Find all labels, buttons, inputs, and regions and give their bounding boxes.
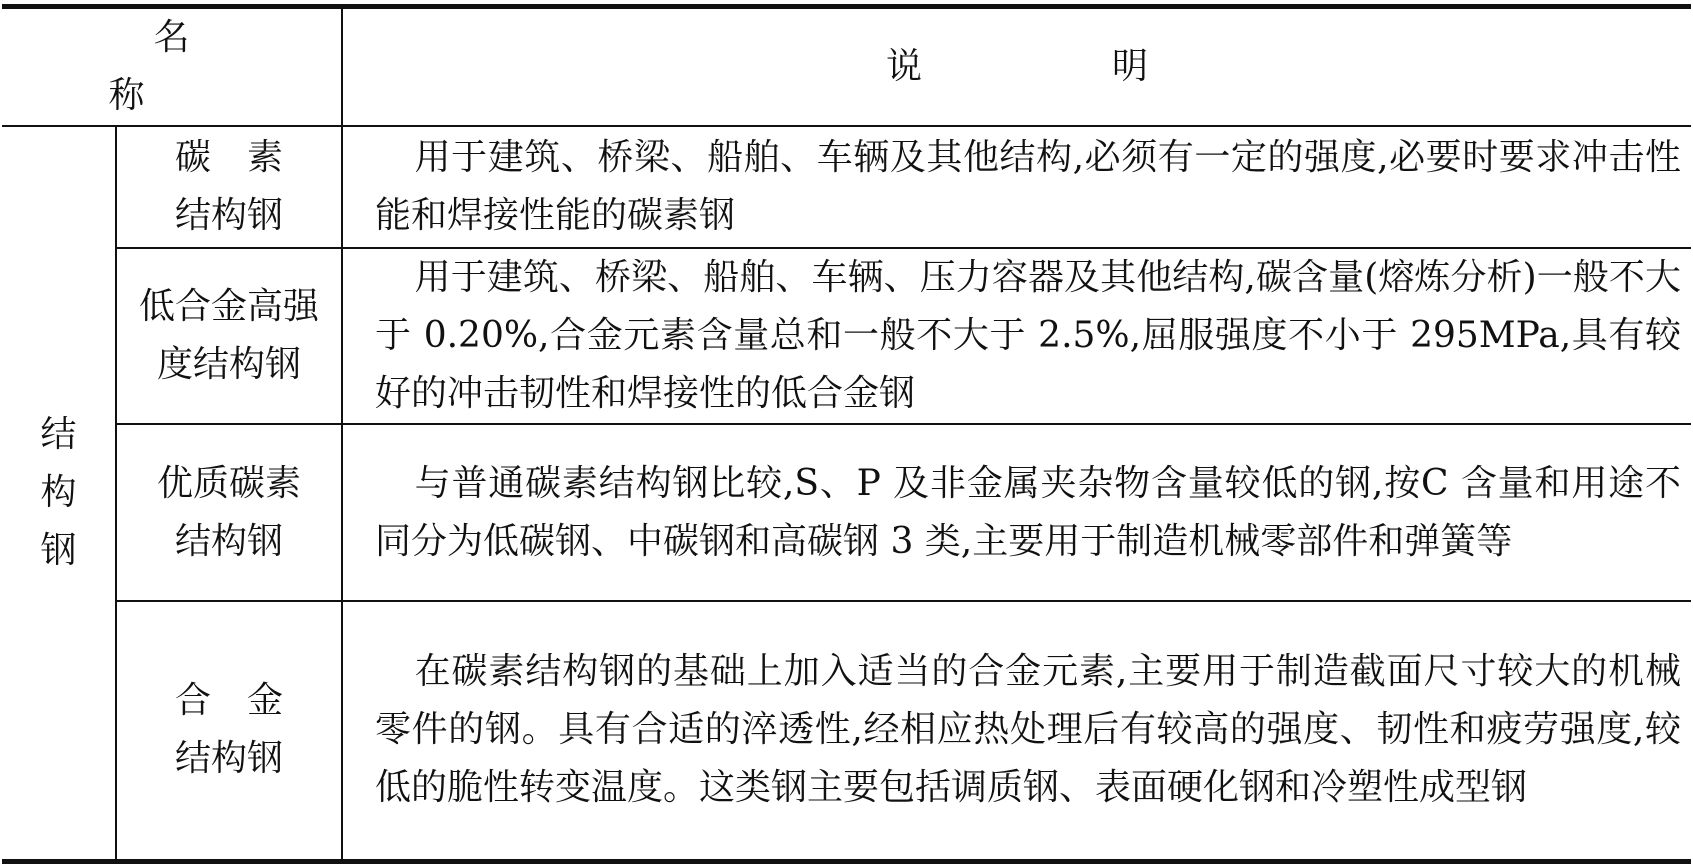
name-line: 碳 素 (175, 137, 284, 178)
name-line: 低合金高强 (139, 286, 320, 327)
description-cell (342, 248, 1691, 424)
table-row (2, 126, 1691, 248)
description-cell (342, 601, 1691, 861)
table-row (2, 248, 1691, 424)
name-cell (116, 248, 342, 424)
group-cell (2, 126, 116, 861)
steel-classification-table (2, 4, 1691, 864)
name-cell (116, 424, 342, 601)
name-cell (116, 601, 342, 861)
name-line: 结构钢 (175, 738, 284, 780)
description-text: 用于建筑、桥梁、船舶、车辆、压力容器及其他结构,碳含量(熔炼分析)一般不大于 0.20%,合金元素含量总和一般不大于 2.5%,屈服强度不小于 295MPa,具有较好的冲击韧性和焊接性的低合金钢 (375, 257, 1682, 414)
table-row (2, 424, 1691, 601)
table-row (2, 601, 1691, 861)
name-line: 结构钢 (175, 195, 284, 236)
description-cell (342, 424, 1691, 601)
name-line: 合 金 (175, 680, 284, 722)
name-line: 度结构钢 (157, 344, 302, 385)
header-row (2, 7, 1691, 127)
header-desc-label: 说明 (886, 46, 1339, 87)
header-name-label: 名称 (108, 17, 280, 116)
header-description (342, 7, 1691, 127)
description-text: 用于建筑、桥梁、船舶、车辆及其他结构,必须有一定的强度,必要时要求冲击性能和焊接性能的碳素钢 (375, 137, 1682, 236)
description-text: 在碳素结构钢的基础上加入适当的合金元素,主要用于制造截面尺寸较大的机械零件的钢。具有合适的淬透性,经相应热处理后有较高的强度、韧性和疲劳强度,较低的脆性转变温度。这类钢主要包括调质钢、表面硬化钢和冷塑性成型钢 (375, 651, 1682, 809)
name-line: 优质碳素 (157, 462, 302, 504)
name-cell (116, 126, 342, 248)
header-name (2, 7, 342, 127)
name-line: 结构钢 (175, 520, 284, 562)
description-cell (342, 126, 1691, 248)
group-label: 结构钢 (40, 413, 77, 571)
description-text: 与普通碳素结构钢比较,S、P 及非金属夹杂物含量较低的钢,按C 含量和用途不同分为低碳钢、中碳钢和高碳钢 3 类,主要用于制造机械零部件和弹簧等 (375, 462, 1682, 562)
